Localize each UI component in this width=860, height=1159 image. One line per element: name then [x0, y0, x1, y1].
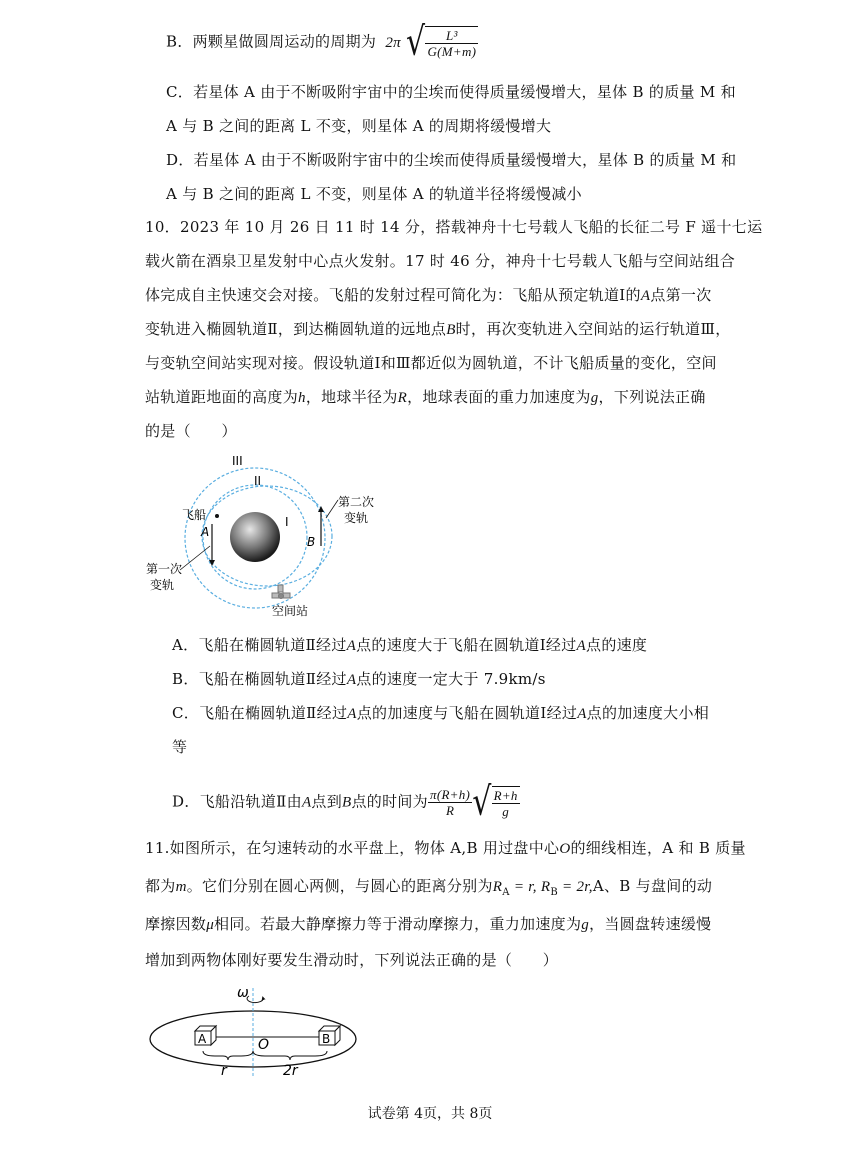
label-r: r [221, 1063, 227, 1079]
q10-option-c-line1: C．飞船在椭圆轨道Ⅱ经过A点的加速度与飞船在圆轨道Ⅰ经过A点的加速度大小相 [172, 704, 710, 722]
label-second-2: 变轨 [344, 511, 369, 525]
sqrt-expression: √ $\frac{\text{L³}}{G(M+m)}$ [406, 19, 477, 65]
omega-label: ω [237, 985, 249, 1001]
q11-stem-line4: 增加到两物体刚好要发生滑动时，下列说法正确的是（ ） [145, 951, 559, 969]
label-2r: 2r [283, 1063, 298, 1079]
block-a [195, 1026, 216, 1046]
q9-option-c-line1: C．若星体 A 由于不断吸附宇宙中的尘埃而使得质量缓慢增大，星体 B 的质量 M 和 [166, 83, 736, 101]
q9-option-c-line2: A 与 B 之间的距离 L 不变，则星体 A 的周期将缓慢增大 [166, 117, 552, 135]
q10-option-b: B．飞船在椭圆轨道Ⅱ经过A点的速度一定大于 7.9km/s [172, 670, 546, 688]
q10-stem-line6: 站轨道距地面的高度为h，地球半径为R，地球表面的重力加速度为g，下列说法正确 [145, 388, 706, 406]
q11-stem-line3: 摩擦因数μ相同。若最大静摩擦力等于滑动摩擦力，重力加速度为g，当圆盘转速缓慢 [145, 915, 712, 933]
svg-text:B: B [322, 1032, 331, 1046]
q10-stem-line2: 载火箭在酒泉卫星发射中心点火发射。17 时 46 分，神舟十七号载人飞船与空间站组合 [145, 252, 736, 270]
q11-stem-line2: 都为m。它们分别在圆心两侧，与圆心的距离分别为$R_A = r$, $R_B = 2r,A$、B 与盘间的动 [145, 877, 713, 898]
svg-text:A: A [198, 1032, 207, 1046]
label-station: 空间站 [272, 604, 309, 618]
q9-option-b: B．两颗星做圆周运动的周期为 2π √ $\frac{\text{L³}}{G(M+m)}$ [166, 19, 477, 65]
fraction-expression: $\frac{\pi(R+h)}{R}$ [430, 787, 471, 818]
q10-option-a: A．飞船在椭圆轨道Ⅱ经过A点的速度大于飞船在圆轨道Ⅰ经过A点的速度 [172, 636, 648, 654]
leader-second [326, 500, 338, 518]
leader-first [180, 546, 210, 570]
q10-stem-line7: 的是（ ） [145, 422, 237, 440]
q9-option-d-line1: D．若星体 A 由于不断吸附宇宙中的尘埃而使得质量缓慢增大，星体 B 的质量 M 和 [166, 151, 737, 169]
page-footer: 试卷第 4页，共 8页 [367, 1106, 493, 1122]
space-station-icon [272, 585, 290, 599]
q10-option-d: D．飞船沿轨道Ⅱ由A点到B点的时间为 $\frac{\pi(R+h)}{R}$ √ $\frac{R+h}{g}$ [172, 779, 518, 825]
block-b [319, 1026, 340, 1046]
ship-dot [215, 514, 219, 518]
brace-r [203, 1051, 253, 1060]
q10-stem-line3: 体完成自主快速交会对接。飞船的发射过程可简化为：飞船从预定轨道Ⅰ的A点第一次 [145, 286, 712, 304]
q10-stem-line4: 变轨进入椭圆轨道Ⅱ，到达椭圆轨道的远地点B时，再次变轨进入空间站的运行轨道Ⅲ， [145, 320, 731, 338]
label-point-b: B [307, 535, 316, 549]
label-orbit-i: I [285, 515, 289, 529]
label-first-2: 变轨 [150, 578, 175, 592]
q11-stem-line1: 11.如图所示，在匀速转动的水平盘上，物体 A,B 用过盘中心O的细线相连，A 和 B 质量 [145, 839, 746, 857]
rotating-disk-diagram [145, 980, 365, 1080]
label-orbit-ii: II [254, 474, 262, 488]
earth [230, 512, 280, 562]
q10-option-c-line2: 等 [172, 738, 188, 756]
label-first-1: 第一次 [146, 562, 183, 576]
label-point-a: A [201, 525, 210, 539]
q9-option-d-line2: A 与 B 之间的距离 L 不变，则星体 A 的轨道半径将缓慢减小 [166, 185, 582, 203]
sqrt-expression: √ $\frac{R+h}{g}$ [472, 779, 518, 825]
q10-stem-line1: 10．2023 年 10 月 26 日 11 时 14 分，搭载神舟十七号载人飞船的长征二号 F 遥十七运 [145, 218, 763, 236]
label-second-1: 第二次 [338, 495, 375, 509]
q10-stem-line5: 与变轨空间站实现对接。假设轨道Ⅰ和Ⅲ都近似为圆轨道，不计飞船质量的变化，空间 [145, 354, 717, 372]
label-orbit-iii: III [232, 454, 243, 468]
orbit-diagram [140, 448, 380, 623]
rotation-arrow-icon [247, 996, 263, 1003]
label-ship: 飞船 [182, 508, 207, 522]
center-o-label: O [258, 1037, 270, 1053]
